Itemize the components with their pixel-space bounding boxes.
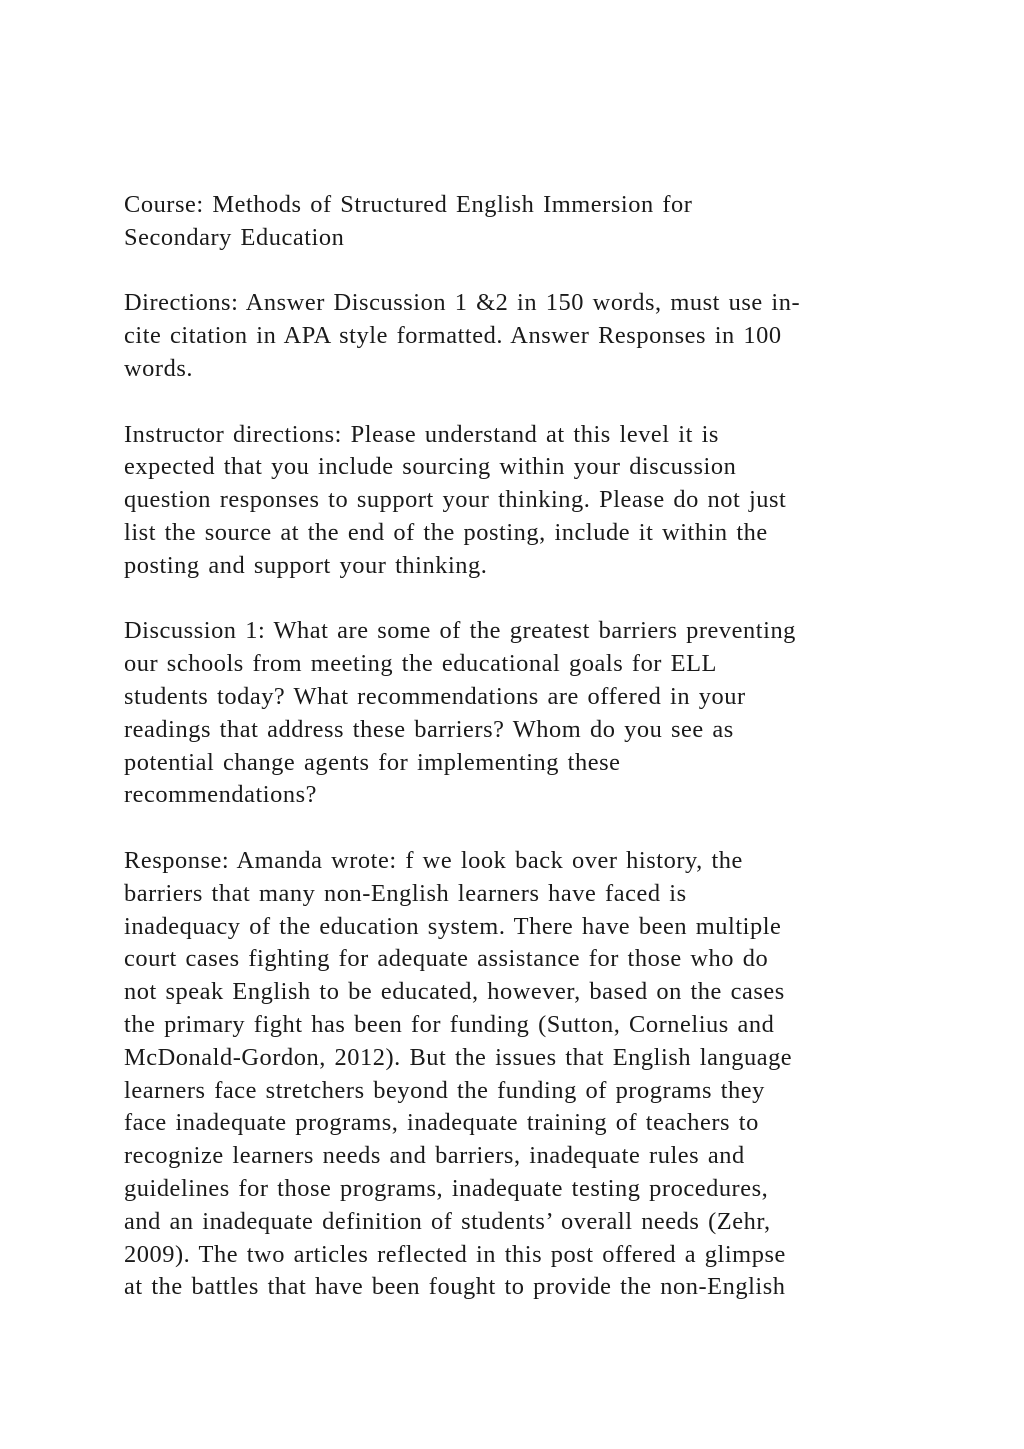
text-line: expected that you include sourcing within your discussion — [124, 453, 737, 481]
text-line: readings that address these barriers? Whom do you see as — [124, 715, 734, 743]
instructor-directions — [124, 419, 914, 583]
text-line: the primary fight has been for funding (Sutton, Cornelius and — [124, 1010, 775, 1038]
text-line: our schools from meeting the educational goals for ELL — [124, 650, 717, 678]
text-line: recommendations? — [124, 781, 318, 809]
text-line: barriers that many non-English learners have faced is — [124, 879, 687, 907]
text-line: 2009). The two articles reflected in this post offered a glimpse — [124, 1240, 786, 1268]
text-line: at the battles that have been fought to provide the non-English — [124, 1273, 786, 1301]
text-line: and an inadequate definition of students’ overall needs (Zehr, — [124, 1207, 771, 1235]
course-title — [124, 189, 914, 255]
text-line: face inadequate programs, inadequate training of teachers to — [124, 1109, 759, 1137]
text-line: Discussion 1: What are some of the greatest barriers preventing — [124, 617, 796, 645]
document-body — [124, 189, 914, 1337]
text-line: students today? What recommendations are offered in your — [124, 682, 746, 710]
text-line: question responses to support your thinking. Please do not just — [124, 486, 787, 514]
text-line: not speak English to be educated, however, based on the cases — [124, 978, 785, 1006]
text-line: learners face stretchers beyond the funding of programs they — [124, 1076, 765, 1104]
response-amanda — [124, 845, 914, 1304]
text-line: court cases fighting for adequate assistance for those who do — [124, 945, 769, 973]
discussion-1 — [124, 615, 914, 812]
directions — [124, 287, 914, 385]
text-line: Course: Methods of Structured English Immersion for — [124, 191, 693, 218]
text-line: inadequacy of the education system. There have been multiple — [124, 912, 782, 940]
text-line: Directions: Answer Discussion 1 &2 in 150 words, must use in- — [124, 289, 801, 317]
text-line: list the source at the end of the posting, include it within the — [124, 518, 768, 546]
text-line: Instructor directions: Please understand at this level it is — [124, 420, 719, 448]
text-line: words. — [124, 354, 194, 382]
text-line: McDonald-Gordon, 2012). But the issues that English language — [124, 1043, 793, 1071]
text-line: Response: Amanda wrote: f we look back over history, the — [124, 846, 743, 874]
text-line: Secondary Education — [124, 223, 345, 251]
text-line: posting and support your thinking. — [124, 551, 488, 579]
text-line: potential change agents for implementing these — [124, 748, 621, 776]
text-line: recognize learners needs and barriers, inadequate rules and — [124, 1142, 745, 1170]
text-line: cite citation in APA style formatted. Answer Responses in 100 — [124, 322, 782, 350]
text-line: guidelines for those programs, inadequate testing procedures, — [124, 1174, 769, 1202]
